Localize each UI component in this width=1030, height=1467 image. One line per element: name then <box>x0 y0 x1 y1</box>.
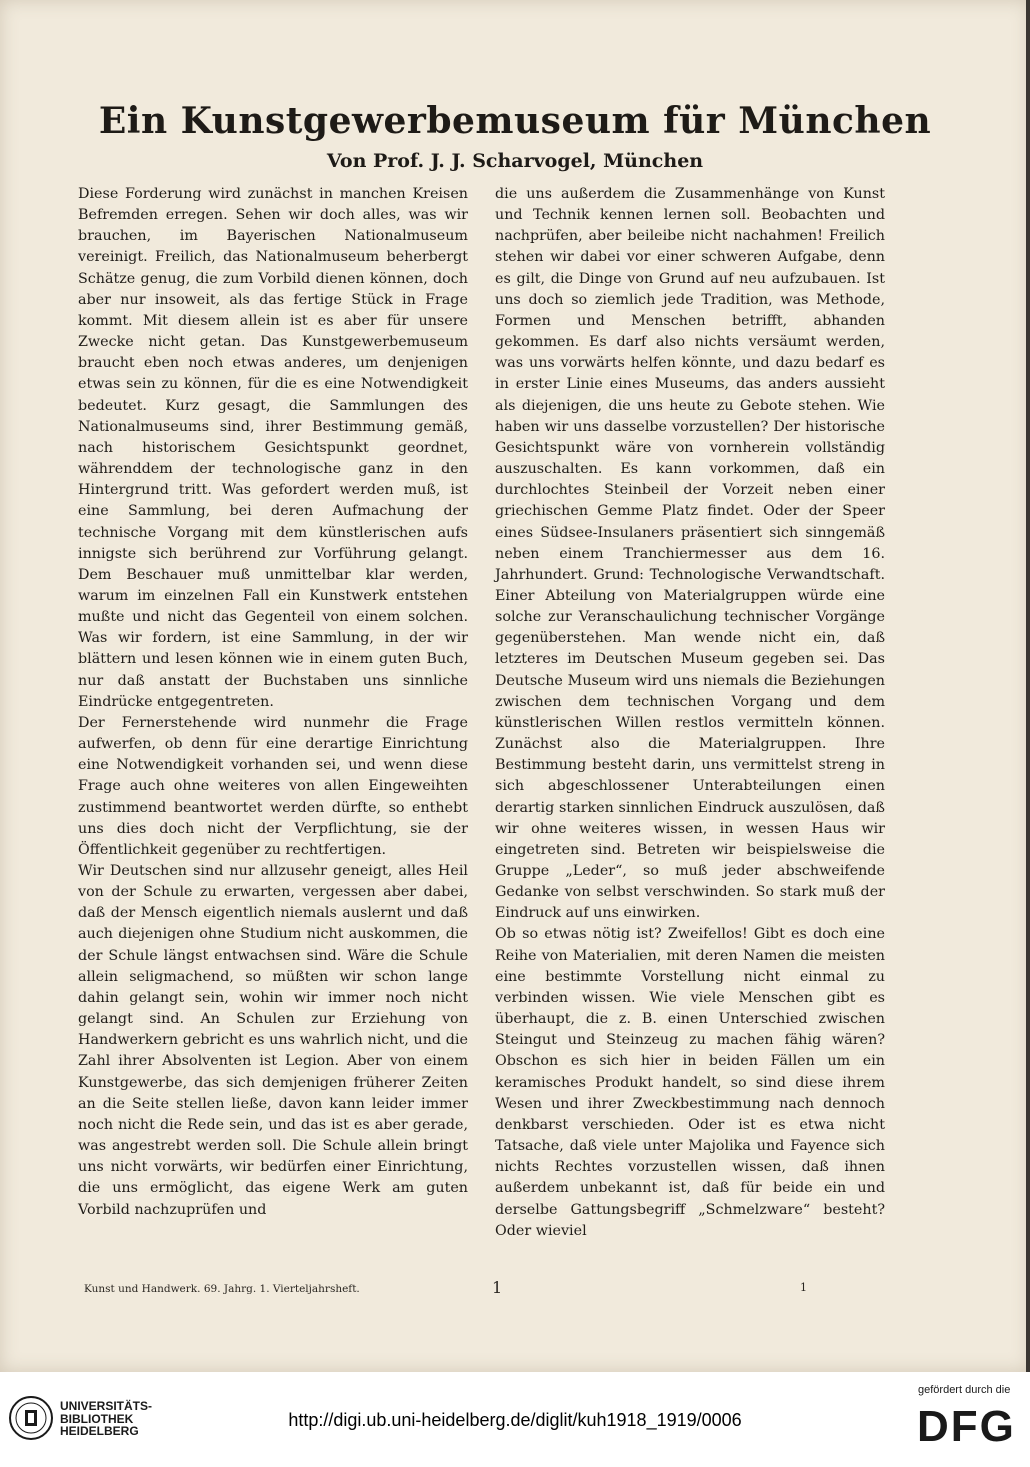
paragraph: Diese Forderung wird zunächst in manchen Kreisen Befremden erregen. Sehen wir doch alles, was wir brauchen, im Bayerischen Nationalmuseum vereinigt. Freilich, das Nationalmuseum beherbergt Schätze genug, die zum Vorbild dienen können, doch aber nur insoweit, als das fertige Stück in Frage kommt. Mit diesem allein ist es aber für unsere Zwecke nicht getan. Das Kunstgewerbemuseum braucht eben noch etwas anderes, um denjenigen etwas sein zu können, für die es eine Notwendigkeit bedeutet. Kurz gesagt, die Sammlungen des Nationalmuseums sind, ihrer Bestimmung gemäß, nach historischem Gesichtspunkt geordnet, währenddem der technologische ganz in den Hintergrund tritt. Was gefordert werden muß, ist eine Sammlung, bei deren Aufmachung der technische Vorgang mit dem künstlerischen aufs innigste sich berührend zur Vorführung gelangt. Dem Beschauer muß unmittelbar klar werden, warum im einzelnen Fall ein Kunstwerk entstehen mußte und nicht das Gegenteil von einem solchen. Was wir fordern, ist eine Sammlung, in der wir blättern und lesen können wie in einem guten Buch, nur daß anstatt der Buchstaben uns sinnliche Eindrücke entgegentreten. <box>78 186 468 710</box>
paragraph: die uns außerdem die Zusammenhänge von Kunst und Technik kennen lernen soll. Beobachten und nachprüfen, aber beileibe nicht nachahmen! Freilich stehen wir dabei vor einer schweren Aufgabe, denn es gilt, die Dinge von Grund auf neu aufzubauen. Ist uns doch so ziemlich jede Tradition, was Methode, Formen und Menschen betrifft, abhanden gekommen. Es darf also nichts versäumt werden, was uns vorwärts helfen könnte, und dazu bedarf es in erster Linie eines Museums, das anders aussieht als diejenigen, die uns heute zu Gebote stehen. Wie haben wir uns dasselbe vorzustellen? Der historische Gesichtspunkt wäre von vornherein vollständig auszuschalten. Es kann vorkommen, daß ein durchlochtes Steinbeil der Vorzeit neben einer griechischen Gemme Platz findet. Oder der Speer eines Südsee-Insulaners präsentiert sich sinngemäß neben einem Tranchiermesser aus dem 16. Jahrhundert. Grund: Technologische Verwandtschaft. Einer Abteilung von Materialgruppen würde eine solche zur Veranschaulichung technischer Vorgänge gegenüberstehen. Man wende nicht ein, daß letzteres im Deutschen Museum gegeben sei. Das Deutsche Museum wird uns niemals die Beziehungen zwischen dem technischen Vorgang und dem künstlerischen Willen restlos vermitteln können. Zunächst also die Materialgruppen. Ihre Bestimmung besteht darin, uns vermittelst streng in sich abgeschlossener Unterabteilungen einen derartig starken sinnlichen Eindruck auszulösen, daß wir ohne weiteres wissen, in wessen Haus wir eingetreten sind. Betreten wir beispielsweise die Gruppe „Leder“, so muß jeder abschweifende Gedanke von selbst verschwinden. So stark muß der Eindruck auf uns einwirken. <box>495 186 885 922</box>
article-title: Ein Kunstgewerbemuseum für München <box>98 100 932 142</box>
text-column-left <box>78 184 468 1221</box>
article-byline: Von Prof. J. J. Scharvogel, München <box>326 150 704 172</box>
page-edge <box>1026 0 1030 1372</box>
text-column-right <box>495 184 885 1242</box>
paragraph: Wir Deutschen sind nur allzusehr geneigt, alles Heil von der Schule zu erwarten, vergessen aber dabei, daß der Mensch eigentlich niemals auslernt und daß auch diejenigen ohne Studium nicht auskommen, die der Schule längst entwachsen sind. Wäre die Schule allein seligmachend, so müßten wir schon lange dahin gelangt sein, wohin wir immer noch nicht gelangt sind. An Schulen zur Erziehung von Handwerkern gebricht es uns wahrlich nicht, und die Zahl ihrer Absolventen ist Legion. Aber von einem Kunstgewerbe, das sich demjenigen früherer Zeiten an die Seite stellen ließe, davon kann leider immer noch nicht die Rede sein, und das ist es aber gerade, was angestrebt werden soll. Die Schule allein bringt uns nicht vorwärts, wir bedürfen einer Einrichtung, die uns ermöglicht, das eigene Werk am guten Vorbild nachzuprüfen und <box>78 863 468 1218</box>
paragraph: Der Fernerstehende wird nunmehr die Frage aufwerfen, ob denn für eine derartige Einrichtung eine Notwendigkeit vorhanden sei, und wenn diese Frage auch ohne weiteres von allen Eingeweihten zustimmend beantwortet werden dürfte, so enthebt uns dies doch nicht der Verpflichtung, sie der Öffentlichkeit gegenüber zu rechtfertigen. <box>78 714 468 858</box>
page-number: 1 <box>492 1278 503 1297</box>
institution-line: BIBLIOTHEK <box>60 1411 134 1426</box>
paragraph: Ob so etwas nötig ist? Zweifellos! Gibt es doch eine Reihe von Materialien, mit deren Namen die meisten eine bestimmte Vorstellung nicht einmal zu verbinden wissen. Wie viele Menschen gibt es überhaupt, die z. B. einen Unterschied zwischen Steingut und Steinzeug zu machen fähig wären? Obschon es sich hier in beiden Fällen um ein keramisches Produkt handelt, so sind diese ihrem Wesen und ihrer Zweckbestimmung nach dennoch denkbarst verschieden. Oder ist es etwa nicht Tatsache, daß viele unter Majolika und Fayence sich nichts Rechtes vorzustellen wissen, daß ihnen außerdem unbekannt ist, daß für beide ein und derselbe Gattungsbegriff „Schmelzware“ besteht? Oder wieviel <box>495 926 885 1239</box>
dfg-logo: DFG <box>917 1402 1016 1451</box>
signature-mark: 1 <box>800 1281 807 1294</box>
institution-line: UNIVERSITÄTS- <box>60 1399 153 1413</box>
sponsor-label: gefördert durch die <box>918 1384 1011 1396</box>
running-footer: Kunst und Handwerk. 69. Jahrg. 1. Vierteljahrsheft. <box>84 1283 360 1295</box>
institution-line: HEIDELBERG <box>60 1424 139 1438</box>
permalink-url[interactable]: http://digi.ub.uni-heidelberg.de/diglit/kuh1918_1919/0006 <box>288 1410 742 1430</box>
